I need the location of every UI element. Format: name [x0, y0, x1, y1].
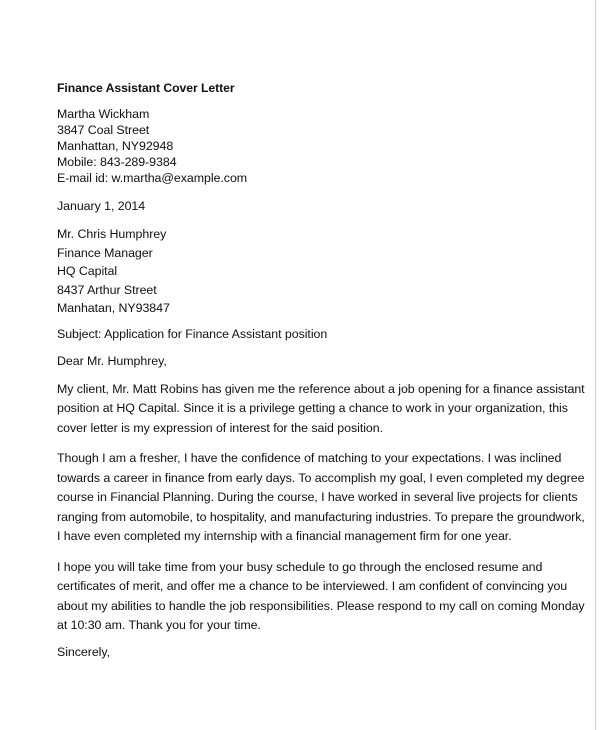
paragraph-line: I have even completed my internship with a financial management firm for one year.: [57, 529, 512, 543]
paragraph-line: about my abilities to handle the job responsibilities. Please respond to my call on coming Monday: [57, 598, 585, 613]
paragraph-line: My client, Mr. Matt Robins has given me the reference about a job opening for a finance assistant: [57, 381, 585, 396]
letter-closing: Sincerely,: [57, 644, 110, 659]
recipient-address-block: [57, 225, 557, 318]
sender-mobile: Mobile: 843-289-9384: [57, 155, 177, 169]
sender-name: Martha Wickham: [57, 107, 150, 121]
letter-subject: Subject: Application for Finance Assistant position: [57, 326, 328, 341]
paragraph-line: Though I am a fresher, I have the confidence of matching to your expectations. I was inclined: [57, 451, 562, 465]
recipient-city: Manhatan, NY93847: [57, 301, 170, 315]
letter-date: January 1, 2014: [57, 199, 146, 213]
paragraph-line: ranging from automobile, to hospitality, and manufacturing industries. To prepare the groundwork,: [57, 509, 585, 524]
paragraph-line: certificates of merit, and offer me a chance to be interviewed. I am confident of convincing you: [57, 579, 568, 593]
sender-address-block: [57, 106, 557, 186]
recipient-name: Mr. Chris Humphrey: [57, 227, 167, 241]
sender-city: Manhattan, NY92948: [57, 139, 174, 153]
sender-email: E-mail id: w.martha@example.com: [57, 171, 248, 185]
recipient-company: HQ Capital: [57, 264, 118, 278]
paragraph-line: at 10:30 am. Thank you for your time.: [57, 618, 261, 632]
letter-salutation: Dear Mr. Humphrey,: [57, 353, 167, 368]
paragraph-line: position at HQ Capital. Since it is a privilege getting a chance to work in your organization, this: [57, 401, 568, 415]
cover-letter: [57, 80, 585, 660]
recipient-position: Finance Manager: [57, 245, 153, 260]
body-paragraph-2: [57, 449, 585, 547]
recipient-street: 8437 Arthur Street: [57, 282, 157, 297]
paragraph-line: course in Financial Planning. During the course, I have worked in several live projects for clients: [57, 490, 578, 504]
sender-street: 3847 Coal Street: [57, 123, 150, 137]
body-paragraph-1: [57, 380, 585, 439]
paragraph-line: cover letter is my expression of interest for the said position.: [57, 420, 383, 435]
body-paragraph-3: [57, 558, 585, 636]
letter-title: Finance Assistant Cover Letter: [57, 81, 235, 95]
paragraph-line: towards a career in finance from early days. To accomplish my goal, I even completed my degree: [57, 470, 585, 485]
paragraph-line: I hope you will take time from your busy schedule to go through the enclosed resume and: [57, 559, 543, 574]
